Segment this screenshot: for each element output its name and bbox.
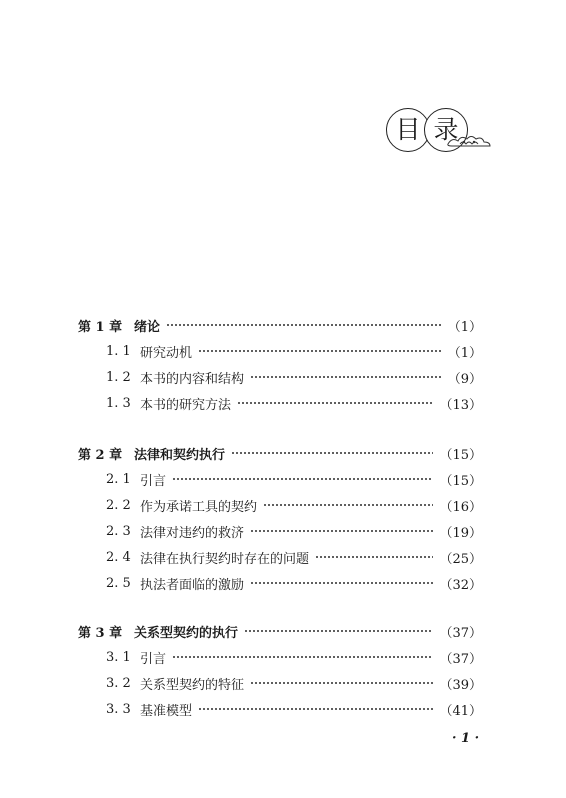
section-title: 法律在执行契约时存在的问题 [140, 551, 310, 567]
section-number: 2. 4 [106, 549, 131, 565]
dot-leader [166, 319, 442, 332]
chapter-title: 关系型契约的执行 [134, 625, 239, 641]
toc-title [386, 108, 496, 158]
dot-leader [231, 447, 433, 460]
section-title: 基准模型 [140, 703, 193, 719]
section-number: 2. 5 [106, 575, 131, 591]
section-number: 2. 2 [106, 497, 131, 513]
page-number: （41） [439, 703, 482, 719]
section-entry[interactable] [78, 519, 482, 543]
dot-leader [250, 371, 442, 384]
page-number: （25） [439, 551, 482, 567]
page-number: （19） [439, 525, 482, 541]
page-number: （32） [439, 577, 482, 593]
section-entry[interactable] [78, 391, 482, 415]
page-number: （16） [439, 499, 482, 515]
title-char-circle: 目 [386, 108, 430, 152]
chapter-title: 法律和契约执行 [134, 447, 226, 463]
section-entry[interactable] [78, 467, 482, 491]
section-entry[interactable] [78, 645, 482, 669]
section-entry[interactable] [78, 493, 482, 517]
page-folio: · 1 · [452, 731, 480, 746]
page-number: （15） [439, 447, 482, 463]
page-number: （15） [439, 473, 482, 489]
section-title: 执法者面临的激励 [140, 577, 245, 593]
section-entry[interactable] [78, 339, 482, 363]
section-title: 本书的内容和结构 [140, 371, 245, 387]
section-title: 本书的研究方法 [140, 397, 232, 413]
section-entry[interactable] [78, 571, 482, 595]
page-number: （37） [439, 651, 482, 667]
dot-leader [172, 651, 433, 664]
dot-leader [198, 703, 433, 716]
chapter-entry[interactable] [78, 441, 482, 465]
page-number: （37） [439, 625, 482, 641]
section-number: 2. 3 [106, 523, 131, 539]
chapter-number: 第 2 章 [78, 447, 123, 463]
section-title: 研究动机 [140, 345, 193, 361]
title-char-circle: 录 [424, 108, 468, 152]
page-number: （9） [447, 371, 482, 387]
chapter-number: 第 3 章 [78, 625, 123, 641]
section-title: 引言 [140, 473, 167, 489]
chapter-number: 第 1 章 [78, 319, 123, 335]
dot-leader [250, 525, 433, 538]
dot-leader [315, 551, 433, 564]
section-title: 关系型契约的特征 [140, 677, 245, 693]
page-number: （13） [439, 397, 482, 413]
chapter-entry[interactable] [78, 619, 482, 643]
section-number: 1. 1 [106, 343, 131, 359]
dot-leader [244, 625, 433, 638]
section-number: 3. 3 [106, 701, 131, 717]
dot-leader [172, 473, 433, 486]
page-number: （39） [439, 677, 482, 693]
cloud-ornament-icon [446, 134, 492, 150]
section-title: 引言 [140, 651, 167, 667]
chapter-title: 绪论 [134, 319, 161, 335]
dot-leader [263, 499, 433, 512]
dot-leader [250, 677, 433, 690]
section-entry[interactable] [78, 365, 482, 389]
section-number: 3. 2 [106, 675, 131, 691]
section-entry[interactable] [78, 545, 482, 569]
section-entry[interactable] [78, 697, 482, 721]
section-number: 3. 1 [106, 649, 131, 665]
section-title: 法律对违约的救济 [140, 525, 245, 541]
dot-leader [198, 345, 442, 358]
section-number: 2. 1 [106, 471, 131, 487]
chapter-entry[interactable] [78, 313, 482, 337]
page-number: （1） [447, 345, 482, 361]
section-entry[interactable] [78, 671, 482, 695]
dot-leader [237, 397, 433, 410]
page-number: （1） [447, 319, 482, 335]
section-number: 1. 3 [106, 395, 131, 411]
dot-leader [250, 577, 433, 590]
section-title: 作为承诺工具的契约 [140, 499, 258, 515]
section-number: 1. 2 [106, 369, 131, 385]
